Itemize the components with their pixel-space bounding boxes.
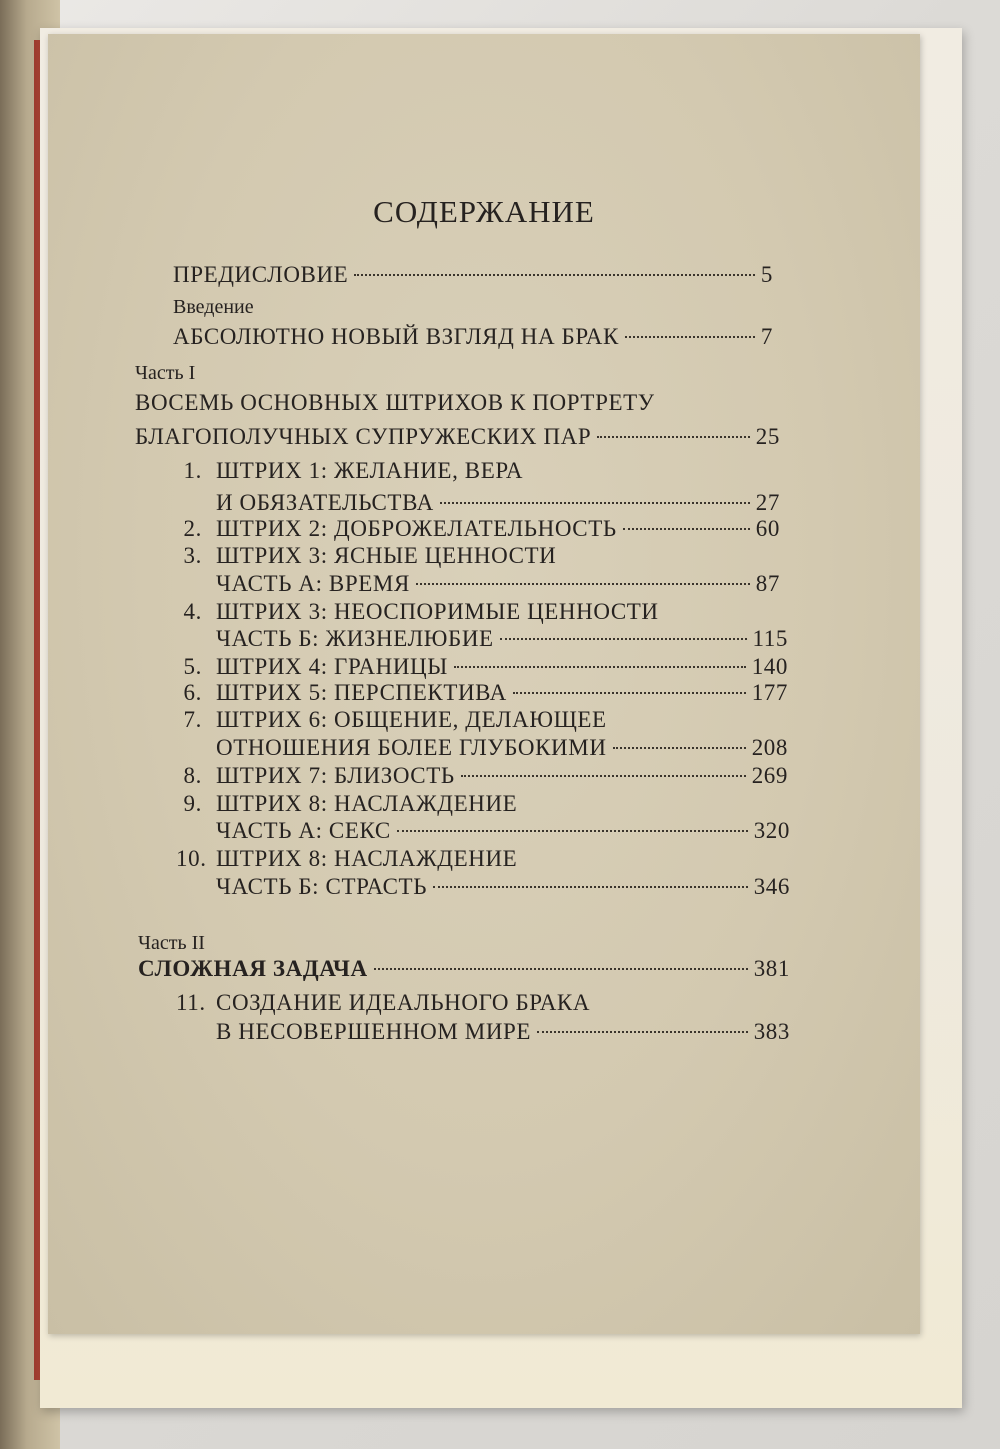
leader-dots bbox=[454, 666, 746, 668]
toc-entry-chapter-3[interactable] bbox=[216, 571, 780, 597]
toc-page-number: 383 bbox=[753, 1019, 790, 1044]
chapter-title: ШТРИХ 1: ЖЕЛАНИЕ, ВЕРА bbox=[216, 458, 524, 483]
toc-entry-chapter-1[interactable] bbox=[216, 490, 780, 516]
toc-entry-intro[interactable] bbox=[173, 324, 773, 350]
part1-label: Часть I bbox=[135, 362, 196, 384]
chapter-number: 6. bbox=[183, 680, 202, 705]
leader-dots bbox=[613, 747, 746, 749]
toc-entry-text: ШТРИХ 5: ПЕРСПЕКТИВА bbox=[216, 680, 507, 705]
toc-entry-text: ШТРИХ 7: БЛИЗОСТЬ bbox=[216, 763, 455, 788]
toc-entry-part2[interactable] bbox=[138, 956, 790, 982]
toc-entry-text: ЧАСТЬ Б: СТРАСТЬ bbox=[216, 874, 428, 899]
toc-entry-chapter-7[interactable] bbox=[216, 735, 788, 761]
chapter-3-line1 bbox=[176, 543, 556, 569]
book-page bbox=[48, 34, 920, 1334]
toc-entry-text: АБСОЛЮТНО НОВЫЙ ВЗГЛЯД НА БРАК bbox=[173, 324, 619, 349]
intro-label: Введение bbox=[173, 296, 254, 318]
toc-page-number: 5 bbox=[760, 262, 773, 287]
chapter-title: ШТРИХ 8: НАСЛАЖДЕНИЕ bbox=[216, 791, 518, 816]
leader-dots bbox=[416, 583, 750, 585]
leader-dots bbox=[397, 830, 748, 832]
chapter-10-line1 bbox=[176, 846, 517, 872]
toc-page-number: 27 bbox=[755, 490, 780, 515]
leader-dots bbox=[374, 968, 748, 970]
chapter-title: ШТРИХ 8: НАСЛАЖДЕНИЕ bbox=[216, 846, 518, 871]
toc-entry-part1[interactable] bbox=[135, 424, 780, 450]
chapter-number: 11. bbox=[176, 990, 206, 1015]
toc-entry-text: ШТРИХ 4: ГРАНИЦЫ bbox=[216, 654, 448, 679]
chapter-number: 2. bbox=[183, 516, 202, 541]
chapter-number: 7. bbox=[183, 707, 202, 732]
chapter-11-line1 bbox=[176, 990, 590, 1016]
chapter-number: 10. bbox=[176, 846, 207, 871]
chapter-number: 4. bbox=[183, 599, 202, 624]
toc-entry-text: ПРЕДИСЛОВИЕ bbox=[173, 262, 349, 287]
toc-entry-chapter-8[interactable] bbox=[176, 763, 788, 789]
part1-title: ВОСЕМЬ ОСНОВНЫХ ШТРИХОВ К ПОРТРЕТУ bbox=[135, 390, 655, 415]
toc-entry-text: СЛОЖНАЯ ЗАДАЧА bbox=[138, 956, 368, 981]
chapter-title: ШТРИХ 3: НЕОСПОРИМЫЕ ЦЕННОСТИ bbox=[216, 599, 659, 624]
toc-page-number: 269 bbox=[751, 763, 788, 788]
leader-dots bbox=[513, 692, 746, 694]
chapter-7-line1 bbox=[176, 707, 607, 733]
leader-dots bbox=[354, 274, 755, 276]
toc-page-number: 115 bbox=[752, 626, 788, 651]
leader-dots bbox=[597, 436, 750, 438]
toc-entry-chapter-4[interactable] bbox=[216, 626, 788, 652]
toc-entry-chapter-2[interactable] bbox=[176, 516, 780, 542]
leader-dots bbox=[623, 528, 750, 530]
chapter-title: ШТРИХ 3: ЯСНЫЕ ЦЕННОСТИ bbox=[216, 543, 557, 568]
toc-page-number: 346 bbox=[753, 874, 790, 899]
chapter-number: 8. bbox=[183, 763, 202, 788]
toc-entry-text: ОТНОШЕНИЯ БОЛЕЕ ГЛУБОКИМИ bbox=[216, 735, 607, 760]
chapter-number: 9. bbox=[183, 791, 202, 816]
leader-dots bbox=[537, 1031, 748, 1033]
toc-page-number: 140 bbox=[751, 654, 788, 679]
toc-page-number: 320 bbox=[753, 818, 790, 843]
part2-label: Часть II bbox=[138, 932, 205, 954]
chapter-number: 1. bbox=[183, 458, 202, 483]
toc-page-number: 25 bbox=[755, 424, 780, 449]
toc-entry-chapter-6[interactable] bbox=[176, 680, 788, 706]
toc-page-number: 381 bbox=[753, 956, 790, 981]
toc-page-number: 7 bbox=[760, 324, 773, 349]
chapter-1-line1 bbox=[176, 458, 523, 484]
leader-dots bbox=[500, 638, 747, 640]
chapter-number: 3. bbox=[183, 543, 202, 568]
toc-entry-text: В НЕСОВЕРШЕННОМ МИРЕ bbox=[216, 1019, 532, 1044]
toc-entry-text: ЧАСТЬ А: ВРЕМЯ bbox=[216, 571, 410, 596]
toc-entry-chapter-10[interactable] bbox=[216, 874, 790, 900]
toc-entry-text: И ОБЯЗАТЕЛЬСТВА bbox=[216, 490, 434, 515]
toc-page-number: 208 bbox=[751, 735, 788, 760]
chapter-9-line1 bbox=[176, 791, 517, 817]
toc-entry-text: ШТРИХ 2: ДОБРОЖЕЛАТЕЛЬНОСТЬ bbox=[216, 516, 617, 541]
toc-page-number: 60 bbox=[755, 516, 780, 541]
leader-dots bbox=[440, 502, 750, 504]
toc-entry-text: ЧАСТЬ А: СЕКС bbox=[216, 818, 391, 843]
chapter-number: 5. bbox=[183, 654, 202, 679]
leader-dots bbox=[433, 886, 748, 888]
chapter-title: ШТРИХ 6: ОБЩЕНИЕ, ДЕЛАЮЩЕЕ bbox=[216, 707, 607, 732]
toc-entry-chapter-5[interactable] bbox=[176, 654, 788, 680]
toc-entry-chapter-11[interactable] bbox=[216, 1019, 790, 1045]
leader-dots bbox=[461, 775, 746, 777]
chapter-4-line1 bbox=[176, 599, 659, 625]
toc-entry-text: БЛАГОПОЛУЧНЫХ СУПРУЖЕСКИХ ПАР bbox=[135, 424, 592, 449]
toc-entry-preface[interactable] bbox=[173, 262, 773, 288]
toc-page-number: 177 bbox=[751, 680, 788, 705]
chapter-title: СОЗДАНИЕ ИДЕАЛЬНОГО БРАКА bbox=[216, 990, 591, 1015]
table-of-contents bbox=[48, 34, 920, 1334]
toc-title: СОДЕРЖАНИЕ bbox=[373, 194, 595, 229]
toc-entry-chapter-9[interactable] bbox=[216, 818, 790, 844]
toc-entry-text: ЧАСТЬ Б: ЖИЗНЕЛЮБИЕ bbox=[216, 626, 494, 651]
toc-page-number: 87 bbox=[755, 571, 780, 596]
leader-dots bbox=[625, 336, 755, 338]
